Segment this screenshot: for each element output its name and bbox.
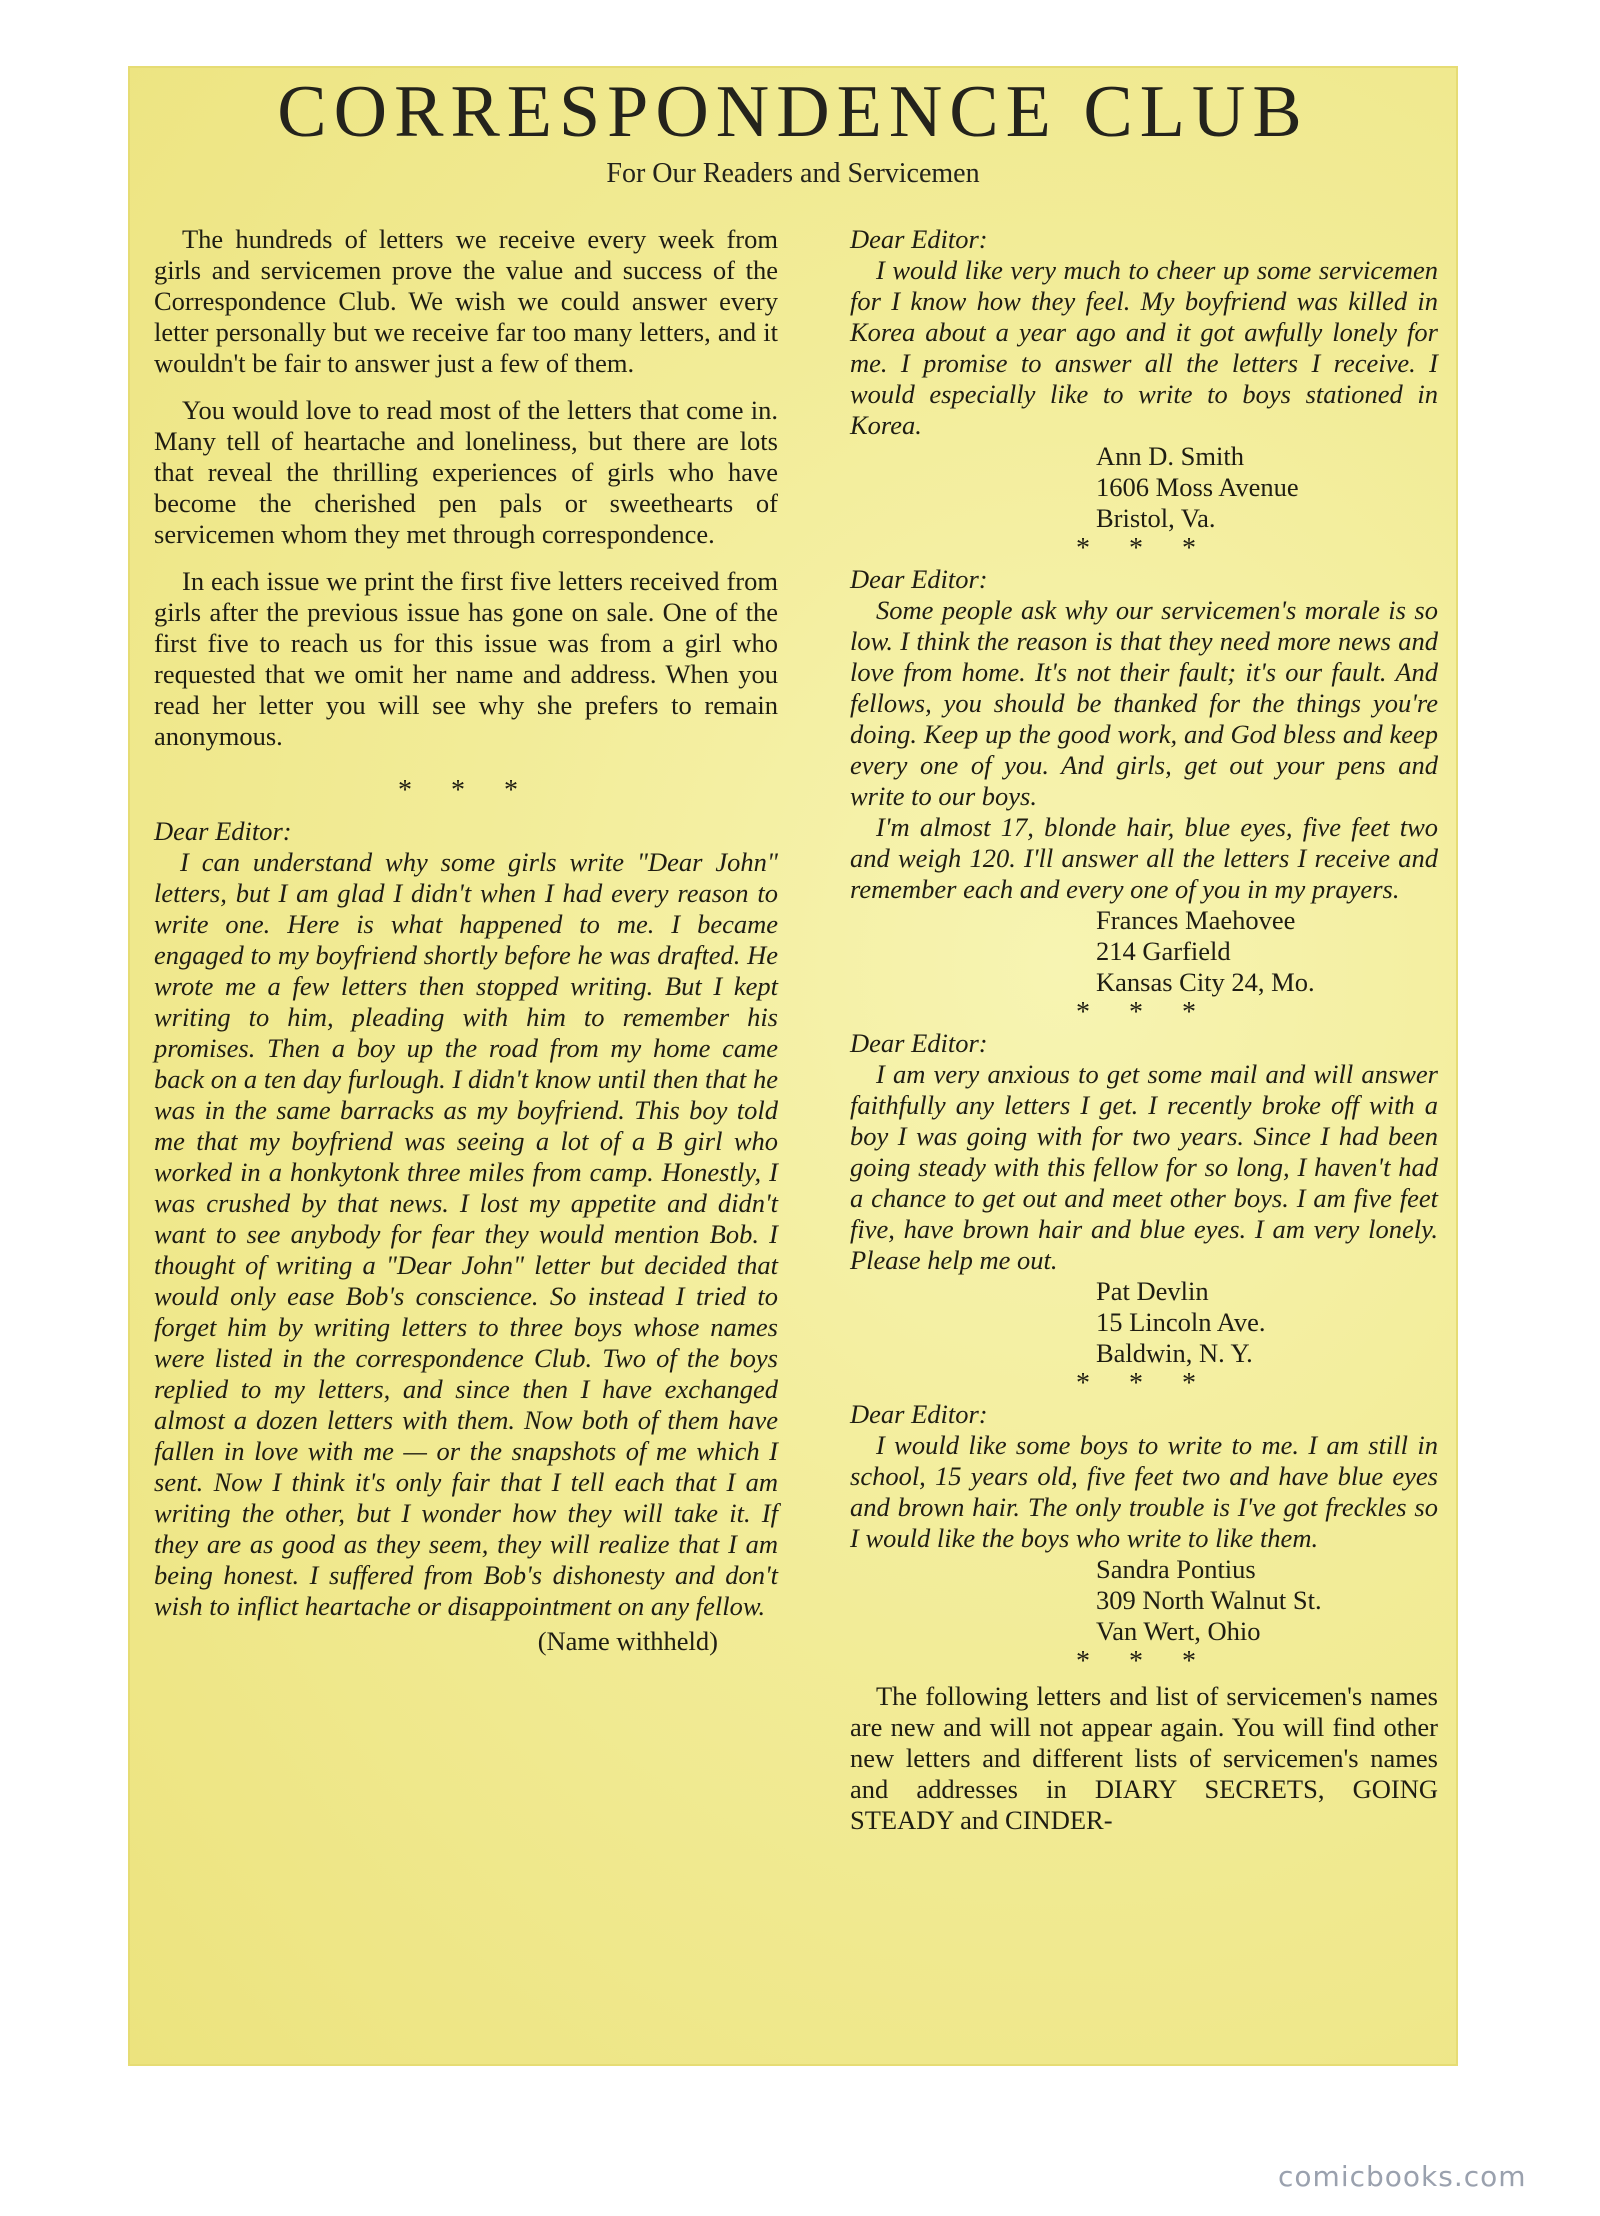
letter-2-body: I would like very much to cheer up some servicemen for I know how they feel. My boyfriend was killed in Korea about a year ago and it got awfully lonely for me. I promise to answer all the letters I receive. I would especially like to write to boys stationed in Korea. xyxy=(850,255,1438,440)
watermark-text: comicbooks.com xyxy=(1278,2160,1527,2193)
signer-name: Pat Devlin xyxy=(1096,1276,1209,1306)
letter-2-salutation: Dear Editor: xyxy=(850,224,988,254)
letter-4-signature xyxy=(850,1276,1438,1369)
signer-city: Baldwin, N. Y. xyxy=(1096,1338,1253,1368)
signer-name: Sandra Pontius xyxy=(1096,1554,1256,1584)
signer-address: 15 Lincoln Ave. xyxy=(1096,1307,1266,1337)
separator-stars: * * * xyxy=(1076,1368,1212,1399)
letter-3-salutation: Dear Editor: xyxy=(850,564,988,594)
signer-city: Bristol, Va. xyxy=(1096,503,1216,533)
letter-4-salutation: Dear Editor: xyxy=(850,1028,988,1058)
separator-stars: * * * xyxy=(1076,533,1212,564)
separator-stars: * * * xyxy=(1076,997,1212,1028)
page-subtitle: For Our Readers and Servicemen xyxy=(606,158,980,189)
letter-5-body: I would like some boys to write to me. I am still in school, 15 years old, five feet two and have blue eyes and brown hair. The only trouble is I've got freckles so I would like the boys who write to like them. xyxy=(850,1430,1438,1553)
letter-4-body: I am very anxious to get some mail and will answer faithfully any letters I get. I recently broke off with a boy I was going with for two years. Since I had been going steady with this fellow for so long, I haven't had a chance to get out and meet other boys. I am five feet five, have brown hair and blue eyes. I am very lonely. Please help me out. xyxy=(850,1059,1438,1275)
signer-address: 1606 Moss Avenue xyxy=(1096,472,1299,502)
signer-address: 309 North Walnut St. xyxy=(1096,1585,1322,1615)
magazine-page xyxy=(128,66,1458,2066)
left-column xyxy=(154,224,778,1657)
letter-5-signature xyxy=(850,1554,1438,1647)
closing-paragraph: The following letters and list of servicemen's names are new and will not appear again. You will find other new letters and different lists of servicemen's names and addresses in DIARY SECRETS, GOING STEADY and CINDER- xyxy=(850,1681,1438,1835)
letter-3-signature xyxy=(850,905,1438,998)
signer-name: Frances Maehovee xyxy=(1096,905,1296,935)
letter-1-body: I can understand why some girls write "Dear John" letters, but I am glad I didn't when I had every reason to write one. Here is what happened to me. I became engaged to my boyfriend shortly before he was drafted. He wrote me a few letters then stopped writing. But I kept writing to him, pleading with him to remember his promises. Then a boy up the road from my home came back on a ten day furlough. I didn't know until then that he was in the same barracks as my boyfriend. This boy told me that my boyfriend was seeing a lot of a B girl who worked in a honkytonk three miles from camp. Honestly, I was crushed by that news. I lost my appetite and didn't want to see anybody for fear they would mention Bob. I thought of writing a "Dear John" letter but decided that would only ease Bob's conscience. So instead I tried to forget him by writing letters to three boys whose names were listed in the correspondence Club. Two of the boys replied to my letters, and since then I have exchanged almost a dozen letters with them. Now both of them have fallen in love with me — or the snapshots of me which I sent. Now I think it's only fair that I tell each that I am writing the other, but I wonder how they will take it. If they are as good as they seem, they will realize that I am being honest. I suffered from Bob's dishonesty and don't wish to inflict heartache or disappointment on any fellow. xyxy=(154,847,778,1621)
signer-name: Ann D. Smith xyxy=(1096,441,1244,471)
right-column xyxy=(850,224,1438,1836)
letter-1-salutation: Dear Editor: xyxy=(154,816,292,846)
signer-city: Van Wert, Ohio xyxy=(1096,1616,1261,1646)
intro-paragraph-1: The hundreds of letters we receive every week from girls and servicemen prove the value and success of the Correspondence Club. We wish we could answer every letter personally but we receive far too many letters, and it wouldn't be fair to answer just a few of them. xyxy=(154,224,778,378)
letter-1-signature: (Name withheld) xyxy=(537,1626,718,1656)
separator-stars: * * * xyxy=(398,775,534,806)
intro-paragraph-3: In each issue we print the first five letters received from girls after the previous issue has gone on sale. One of the first five to reach us for this issue was from a girl who requested that we omit her name and address. When you read her letter you will see why she prefers to remain anonymous. xyxy=(154,566,778,751)
signer-city: Kansas City 24, Mo. xyxy=(1096,967,1315,997)
letter-3-body: Some people ask why our servicemen's morale is so low. I think the reason is that they need more news and love from home. It's not their fault; it's our fault. And fellows, you should be thanked for the things you're doing. Keep up the good work, and God bless and keep every one of you. And girls, get out your pens and write to our boys. xyxy=(850,595,1438,811)
signer-address: 214 Garfield xyxy=(1096,936,1231,966)
page-title: CORRESPONDENCE CLUB xyxy=(277,71,1309,153)
intro-paragraph-2: You would love to read most of the letters that come in. Many tell of heartache and loneliness, but there are lots that reveal the thrilling experiences of girls who have become the cherished pen pals or sweethearts of servicemen whom they met through correspondence. xyxy=(154,395,778,549)
letter-2-signature xyxy=(850,441,1438,534)
letter-3-body-2: I'm almost 17, blonde hair, blue eyes, five feet two and weigh 120. I'll answer all the letters I receive and remember each and every one of you in my prayers. xyxy=(850,812,1438,904)
separator-stars: * * * xyxy=(1076,1646,1212,1677)
letter-5-salutation: Dear Editor: xyxy=(850,1399,988,1429)
